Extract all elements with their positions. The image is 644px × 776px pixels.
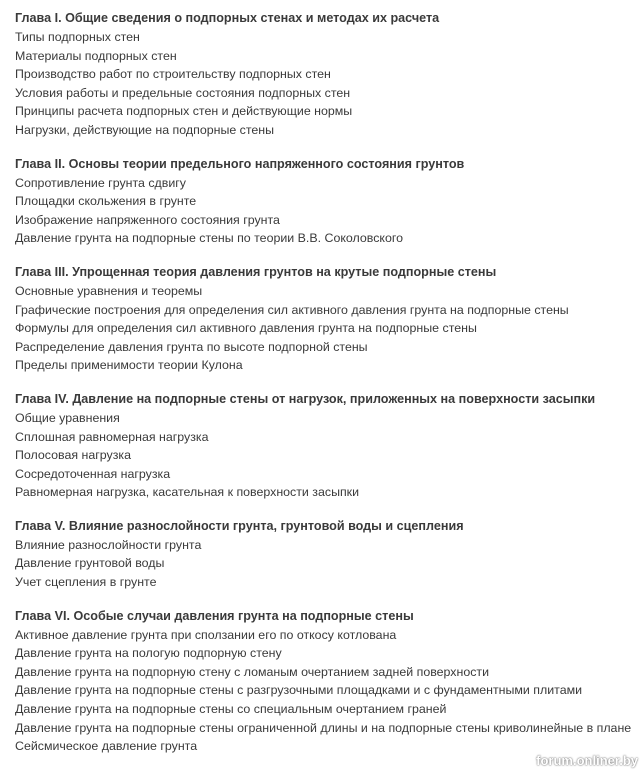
- chapter-title: Глава V. Влияние разнослойности грунта, грунтовой воды и сцепления: [15, 518, 464, 533]
- chapter-title: Глава III. Упрощенная теория давления грунтов на крутые подпорные стены: [15, 264, 497, 279]
- section-item: Равномерная нагрузка, касательная к поверхности засыпки: [15, 485, 360, 500]
- watermark: forum.onliner.by: [536, 753, 638, 768]
- section-item: Производство работ по строительству подпорных стен: [15, 67, 331, 82]
- chapter-section: [15, 9, 640, 140]
- chapter-title: Глава IV. Давление на подпорные стены от нагрузок, приложенных на поверхности засыпки: [15, 391, 596, 406]
- section-item: Давление грунта на подпорные стены со специальным очертанием граней: [15, 702, 447, 717]
- chapter-title: Глава II. Основы теории предельного напряженного состояния грунтов: [15, 156, 465, 171]
- section-item: Влияние разнослойности грунта: [15, 537, 202, 552]
- section-item: Основные уравнения и теоремы: [15, 283, 203, 298]
- section-item: Давление грунтовой воды: [15, 556, 165, 571]
- section-item: Принципы расчета подпорных стен и действующие нормы: [15, 104, 353, 119]
- chapter-section: [15, 517, 640, 592]
- section-item: Материалы подпорных стен: [15, 48, 177, 63]
- section-item: Сосредоточенная нагрузка: [15, 466, 171, 481]
- section-item: Давление грунта на пологую подпорную стену: [15, 646, 282, 661]
- chapter-section: [15, 155, 640, 248]
- section-item: Учет сцепления в грунте: [15, 575, 157, 590]
- section-item: Нагрузки, действующие на подпорные стены: [15, 122, 275, 137]
- section-item: Сплошная равномерная нагрузка: [15, 429, 209, 444]
- section-item: Давление грунта на подпорные стены с разгрузочными площадками и с фундаментными плитами: [15, 683, 583, 698]
- chapter-section: [15, 390, 640, 502]
- chapter-title: Глава I. Общие сведения о подпорных стенах и методах их расчета: [15, 11, 440, 25]
- section-item: Активное давление грунта при сползании его по откосу котлована: [15, 627, 397, 642]
- section-item: Распределение давления грунта по высоте подпорной стены: [15, 339, 368, 354]
- section-item: Сопротивление грунта сдвигу: [15, 175, 186, 190]
- chapter-section: [15, 263, 640, 375]
- section-item: Типы подпорных стен: [15, 30, 140, 44]
- section-item: Давление грунта на подпорную стену с ломаным очертанием задней поверхности: [15, 664, 490, 679]
- section-item: Общие уравнения: [15, 410, 120, 425]
- table-of-contents: [15, 9, 640, 756]
- section-item: Формулы для определения сил активного давления грунта на подпорные стены: [15, 321, 477, 336]
- section-item: Условия работы и предельные состояния подпорных стен: [15, 85, 351, 100]
- section-item: Пределы применимости теории Кулона: [15, 358, 243, 373]
- section-item: Давление грунта на подпорные стены ограниченной длины и на подпорные стены криволинейные в плане: [15, 720, 632, 735]
- chapter-title: Глава VI. Особые случаи давления грунта на подпорные стены: [15, 608, 414, 623]
- chapter-section: [15, 607, 640, 756]
- section-item: Давление грунта на подпорные стены по теории В.В. Соколовского: [15, 231, 403, 246]
- section-item: Площадки скольжения в грунте: [15, 194, 197, 209]
- section-item: Сейсмическое давление грунта: [15, 739, 198, 754]
- section-item: Изображение напряженного состояния грунта: [15, 212, 280, 227]
- section-item: Полосовая нагрузка: [15, 448, 131, 463]
- section-item: Графические построения для определения сил активного давления грунта на подпорные стены: [15, 302, 569, 317]
